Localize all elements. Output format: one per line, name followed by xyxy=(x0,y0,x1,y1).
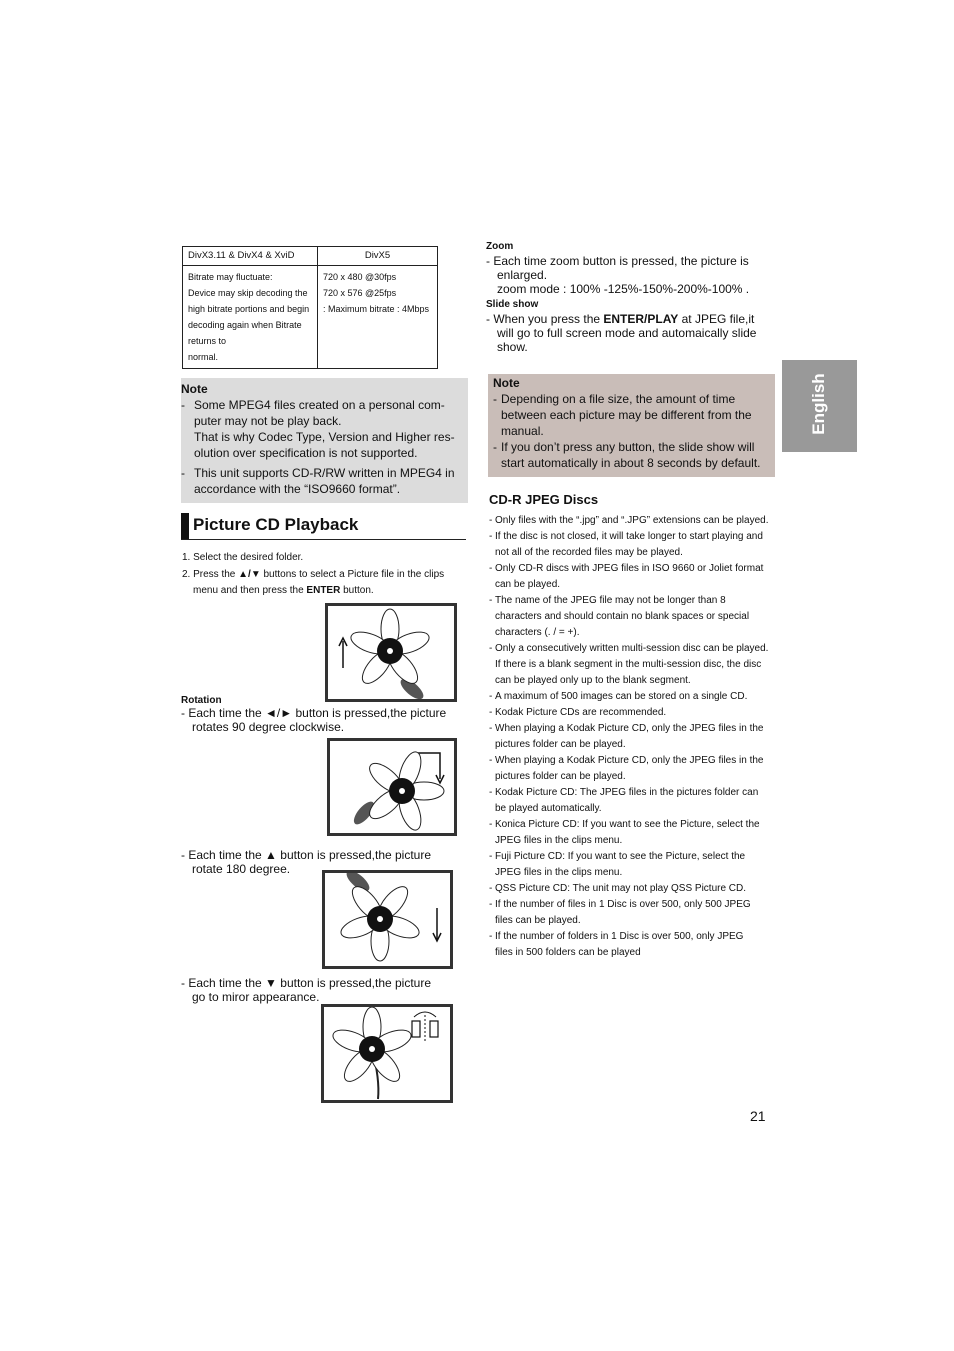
flower-image xyxy=(328,606,454,699)
para-line: rotate 180 degree. xyxy=(192,862,291,876)
list-line: files can be played. xyxy=(495,915,581,926)
list-item xyxy=(489,897,779,929)
para-text: - Each time the xyxy=(181,706,266,720)
list-dash: - xyxy=(489,515,493,526)
list-dash: - xyxy=(489,851,493,862)
mirror-icon xyxy=(412,1012,438,1041)
list-line: be played automatically. xyxy=(495,803,602,814)
list-line: JPEG files in the clips menu. xyxy=(495,835,623,846)
list-item xyxy=(489,753,779,785)
list-item-text xyxy=(495,929,743,961)
note-item xyxy=(493,439,769,471)
note-box-mpeg4 xyxy=(181,378,468,503)
list-item-text xyxy=(495,513,768,529)
codec-left-line: returns to xyxy=(188,336,227,346)
para-line xyxy=(486,312,776,326)
flower-image-rotated-90 xyxy=(327,738,457,836)
list-line: files in 500 folders can be played xyxy=(495,947,641,958)
list-line: characters and should contain no blank spaces or special xyxy=(495,611,750,622)
note-item xyxy=(493,391,769,439)
para-line xyxy=(181,848,471,862)
list-dash: - xyxy=(489,643,493,654)
list-item xyxy=(489,561,779,593)
list-item-text xyxy=(495,529,763,561)
flower-image xyxy=(324,1007,450,1100)
list-item xyxy=(489,817,779,849)
flower-image-mirrored xyxy=(321,1004,453,1103)
flower-image-rotated-180 xyxy=(322,870,453,969)
para-line: will go to full screen mode and automaically slide xyxy=(497,326,757,340)
note-line: This unit supports CD-R/RW written in MPEG4 in xyxy=(194,466,455,480)
note-line: olution over specification is not supported. xyxy=(194,446,418,460)
note-line: Some MPEG4 files created on a personal com- xyxy=(194,398,445,412)
list-line: not all of the recorded files may be played. xyxy=(495,547,683,558)
enter-label: ENTER xyxy=(306,585,341,596)
zoom-title: Zoom xyxy=(486,241,514,252)
note-line: That is why Codec Type, Version and Higher res- xyxy=(194,430,455,444)
para-line: rotates 90 degree clockwise. xyxy=(192,720,345,734)
codec-header-right: DivX5 xyxy=(318,247,438,266)
language-tab xyxy=(782,360,857,452)
up-arrow-icon: ▲ xyxy=(265,848,277,862)
step-2-line1 xyxy=(182,567,472,583)
cdr-jpeg-title: CD-R JPEG Discs xyxy=(489,492,599,507)
para-text: at JPEG file,it xyxy=(678,312,755,326)
list-item xyxy=(489,785,779,817)
para-line: go to miror appearance. xyxy=(192,990,320,1004)
step-text: buttons to select a Picture file in the clips xyxy=(260,569,445,580)
list-item-text xyxy=(495,881,746,897)
note-box-slideshow xyxy=(488,374,775,477)
list-line: Kodak Picture CD: The JPEG files in the pictures folder can xyxy=(495,787,759,798)
step-text: button. xyxy=(340,585,374,596)
section-header xyxy=(181,513,466,540)
list-line: Fuji Picture CD: If you want to see the Picture, select the xyxy=(495,851,746,862)
step-2 xyxy=(182,567,472,599)
section-title: Picture CD Playback xyxy=(193,515,359,534)
list-line: If the number of files in 1 Disc is over 500, only 500 JPEG xyxy=(495,899,751,910)
list-item-text xyxy=(495,817,760,849)
list-dash: - xyxy=(489,531,493,542)
list-item-text xyxy=(495,561,763,593)
para-text: - When you press the xyxy=(486,312,604,326)
note-line: puter may not be play back. xyxy=(194,414,342,428)
step-text: 2. Press the xyxy=(182,569,239,580)
list-dash: - xyxy=(489,723,493,734)
list-line: When playing a Kodak Picture CD, only the JPEG files in the xyxy=(495,723,764,734)
list-item xyxy=(489,881,779,897)
note-item-text xyxy=(194,397,455,461)
flower-image xyxy=(325,873,450,966)
note-item-text xyxy=(501,439,760,471)
section-marker xyxy=(181,513,189,539)
codec-left-line: Bitrate may fluctuate: xyxy=(188,272,273,282)
list-line: pictures folder can be played. xyxy=(495,771,626,782)
note-item-text xyxy=(501,391,752,439)
cdr-jpeg-list xyxy=(489,513,779,961)
down-arrow-icon: ▼ xyxy=(265,976,277,990)
list-item-text xyxy=(495,753,763,785)
codec-table xyxy=(182,246,438,369)
list-item-text xyxy=(495,689,747,705)
list-item-text xyxy=(495,849,745,881)
list-dash: - xyxy=(489,819,493,830)
list-line: Only a consecutively written multi-session disc can be played. xyxy=(495,643,769,654)
codec-right-line: : Maximum bitrate : 4Mbps xyxy=(323,304,430,314)
list-line: Only files with the “.jpg” and “.JPG” extensions can be played. xyxy=(495,515,769,526)
list-dash: - xyxy=(489,691,493,702)
codec-left-line: decoding again when Bitrate xyxy=(188,320,302,330)
list-item xyxy=(489,929,779,961)
para-text: - Each time the xyxy=(181,976,266,990)
note-title: Note xyxy=(181,382,208,396)
list-line: When playing a Kodak Picture CD, only the JPEG files in the xyxy=(495,755,764,766)
list-item xyxy=(489,705,779,721)
codec-left-line: high bitrate portions and begin xyxy=(188,304,310,314)
note-item xyxy=(181,465,462,497)
list-line: pictures folder can be played. xyxy=(495,739,626,750)
list-item-text xyxy=(495,897,751,929)
list-line: QSS Picture CD: The unit may not play QSS Picture CD. xyxy=(495,883,747,894)
rotation-title: Rotation xyxy=(181,695,222,706)
note-item-text xyxy=(194,465,455,497)
enter-play-label: ENTER/PLAY xyxy=(603,312,679,326)
list-item-text xyxy=(495,641,768,689)
list-line: If the number of folders in 1 Disc is over 500, only JPEG xyxy=(495,931,744,942)
list-dash: - xyxy=(489,899,493,910)
list-line: Konica Picture CD: If you want to see the Picture, select the xyxy=(495,819,760,830)
list-line: can be played only up to the blank segment. xyxy=(495,675,691,686)
list-item xyxy=(489,529,779,561)
flower-image-original xyxy=(325,603,457,702)
list-line: JPEG files in the clips menu. xyxy=(495,867,623,878)
list-item xyxy=(489,721,779,753)
slideshow-title: Slide show xyxy=(486,299,539,310)
list-item-text xyxy=(495,721,763,753)
flower-image xyxy=(330,741,454,833)
language-tab-label: English xyxy=(809,373,828,435)
list-item xyxy=(489,513,779,529)
list-line: Kodak Picture CDs are recommended. xyxy=(495,707,667,718)
list-dash: - xyxy=(489,883,493,894)
para-line xyxy=(181,976,471,990)
list-dash: - xyxy=(489,931,493,942)
list-item xyxy=(489,849,779,881)
codec-left-line: normal. xyxy=(188,352,219,362)
list-line: A maximum of 500 images can be stored on a single CD. xyxy=(495,691,748,702)
codec-cell-right xyxy=(318,266,438,369)
list-item xyxy=(489,593,779,641)
para-line: zoom mode : 100% -125%-150%-200%-100% . xyxy=(497,282,750,296)
note-dash: - xyxy=(181,398,185,412)
para-text: button is pressed,the picture xyxy=(292,706,447,720)
para-line xyxy=(181,706,471,720)
list-dash: - xyxy=(489,595,493,606)
note-line: between each picture may be different from the xyxy=(501,408,752,422)
list-dash: - xyxy=(489,787,493,798)
list-line: characters (. / = +). xyxy=(495,627,580,638)
list-dash: - xyxy=(489,755,493,766)
codec-left-line: Device may skip decoding the xyxy=(188,288,308,298)
para-text: button is pressed,the picture xyxy=(276,976,432,990)
codec-right-line: 720 x 480 @30fps xyxy=(323,272,397,282)
note-dash: - xyxy=(181,466,185,480)
list-item-text xyxy=(495,593,749,641)
para-line: - Each time zoom button is pressed, the picture is xyxy=(486,254,749,268)
note-dash: - xyxy=(493,440,497,454)
note-line: manual. xyxy=(501,424,544,438)
rotation-para-3 xyxy=(181,976,471,1004)
list-dash: - xyxy=(489,563,493,574)
left-right-arrow-icon: ◄/► xyxy=(265,706,293,720)
note-line: Depending on a file size, the amount of time xyxy=(501,392,736,406)
rotation-para-1 xyxy=(181,706,471,734)
codec-cell-left xyxy=(183,266,318,369)
note-line: If you don’t press any button, the slide show will xyxy=(501,440,755,454)
step-1: 1. Select the desired folder. xyxy=(182,552,304,563)
note-item xyxy=(181,397,462,461)
step-2-line2 xyxy=(182,583,472,599)
page-number: 21 xyxy=(750,1108,766,1124)
codec-right-line: 720 x 576 @25fps xyxy=(323,288,397,298)
list-dash: - xyxy=(489,707,493,718)
para-text: button is pressed,the picture xyxy=(276,848,432,862)
step-text: menu and then press the xyxy=(193,585,307,596)
list-item xyxy=(489,641,779,689)
list-line: If there is a blank segment in the multi-session disc, the disc xyxy=(495,659,762,670)
para-line: show. xyxy=(497,340,528,354)
list-line: can be played. xyxy=(495,579,561,590)
para-line: enlarged. xyxy=(497,268,548,282)
note-title: Note xyxy=(493,376,520,390)
para-text: - Each time the xyxy=(181,848,266,862)
list-line: If the disc is not closed, it will take longer to start playing and xyxy=(495,531,763,542)
list-item-text xyxy=(495,705,666,721)
note-dash: - xyxy=(493,392,497,406)
note-line: accordance with the “ISO9660 format”. xyxy=(194,482,401,496)
note-line: start automatically in about 8 seconds by default. xyxy=(501,456,761,470)
list-item-text xyxy=(495,785,758,817)
list-line: The name of the JPEG file may not be longer than 8 xyxy=(495,595,726,606)
up-down-arrow-icon: ▲/▼ xyxy=(238,569,261,580)
slideshow-para xyxy=(486,312,776,354)
list-line: Only CD-R discs with JPEG files in ISO 9660 or Joliet format xyxy=(495,563,764,574)
list-item xyxy=(489,689,779,705)
zoom-para xyxy=(486,254,776,296)
codec-header-left: DivX3.11 & DivX4 & XviD xyxy=(183,247,318,266)
